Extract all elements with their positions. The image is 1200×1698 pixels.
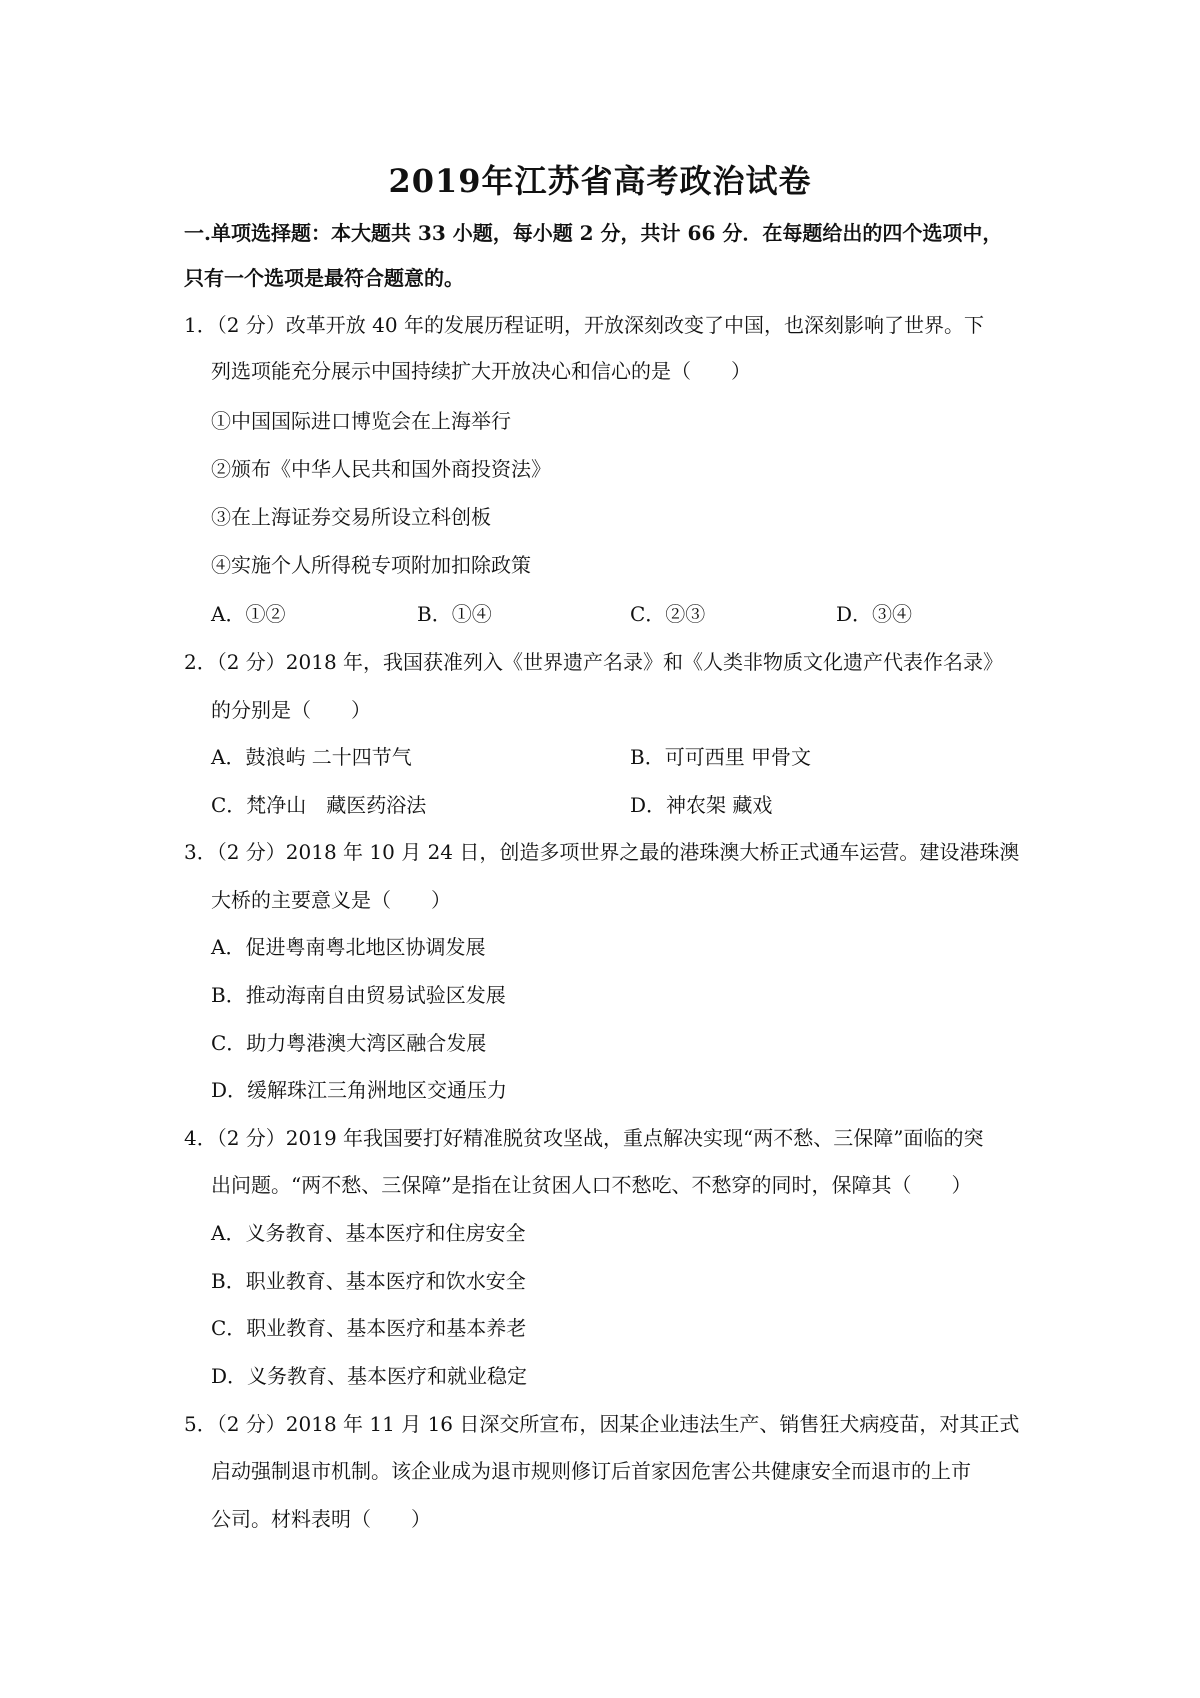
option-d: D．义务教育、基本医疗和就业稳定 <box>211 1364 528 1388</box>
question-stem-line: 3．（2 分）2018 年 10 月 24 日，创造多项世界之最的港珠澳大桥正式通车运营。建设港珠澳 <box>184 840 1020 864</box>
option-d: D．神农架 藏戏 <box>630 793 773 817</box>
question-stem-line: 启动强制退市机制。该企业成为退市规则修订后首家因危害公共健康安全而退市的上市 <box>211 1459 971 1483</box>
question-stem-line: 大桥的主要意义是（ ） <box>211 888 451 912</box>
option-a: A．鼓浪屿 二十四节气 <box>211 745 412 769</box>
question-stem-line: 2．（2 分）2018 年，我国获准列入《世界遗产名录》和《人类非物质文化遗产代表作名录》 <box>184 650 1004 674</box>
option-a: A．促进粤南粤北地区协调发展 <box>211 935 486 959</box>
question-stem-line: 5．（2 分）2018 年 11 月 16 日深交所宣布，因某企业违法生产、销售狂犬病疫苗，对其正式 <box>184 1412 1020 1436</box>
question-stem-line: 的分别是（ ） <box>211 698 371 722</box>
option-b: B．推动海南自由贸易试验区发展 <box>211 983 506 1007</box>
option-c: C．职业教育、基本医疗和基本养老 <box>211 1316 527 1340</box>
option-a: A．义务教育、基本医疗和住房安全 <box>211 1221 526 1245</box>
question-stem-line: 1．（2 分）改革开放 40 年的发展历程证明，开放深刻改变了中国，也深刻影响了世界。下 <box>184 313 984 337</box>
question-stem-line: 出问题。“两不愁、三保障”是指在让贫困人口不愁吃、不愁穿的同时，保障其（ ） <box>211 1173 972 1197</box>
question-stem-line: 列选项能充分展示中国持续扩大开放决心和信心的是（ ） <box>211 359 751 383</box>
option-a: A．①② <box>211 602 286 626</box>
option-c: C．梵净山 藏医药浴法 <box>211 793 427 817</box>
option-c: C．助力粤港澳大湾区融合发展 <box>211 1031 487 1055</box>
option-d: D．缓解珠江三角洲地区交通压力 <box>211 1078 508 1102</box>
option-c: C．②③ <box>630 602 706 626</box>
question-item: ①中国国际进口博览会在上海举行 <box>211 409 511 433</box>
question-item: ④实施个人所得税专项附加扣除政策 <box>211 553 531 577</box>
question-stem-line: 4．（2 分）2019 年我国要打好精准脱贫攻坚战，重点解决实现“两不愁、三保障”面临的突 <box>184 1126 984 1150</box>
page-title: 2019年江苏省高考政治试卷 <box>388 162 812 200</box>
section-heading-line-2: 只有一个选项是最符合题意的。 <box>184 266 464 290</box>
option-d: D．③④ <box>836 602 913 626</box>
question-item: ②颁布《中华人民共和国外商投资法》 <box>211 457 551 481</box>
option-b: B．职业教育、基本医疗和饮水安全 <box>211 1269 526 1293</box>
option-b: B．①④ <box>417 602 492 626</box>
question-stem-line: 公司。材料表明（ ） <box>211 1507 431 1531</box>
option-b: B．可可西里 甲骨文 <box>630 745 812 769</box>
section-heading-line-1: 一.单项选择题：本大题共 33 小题，每小题 2 分，共计 66 分．在每题给出的四个选项中， <box>184 221 1003 245</box>
question-item: ③在上海证券交易所设立科创板 <box>211 505 491 529</box>
